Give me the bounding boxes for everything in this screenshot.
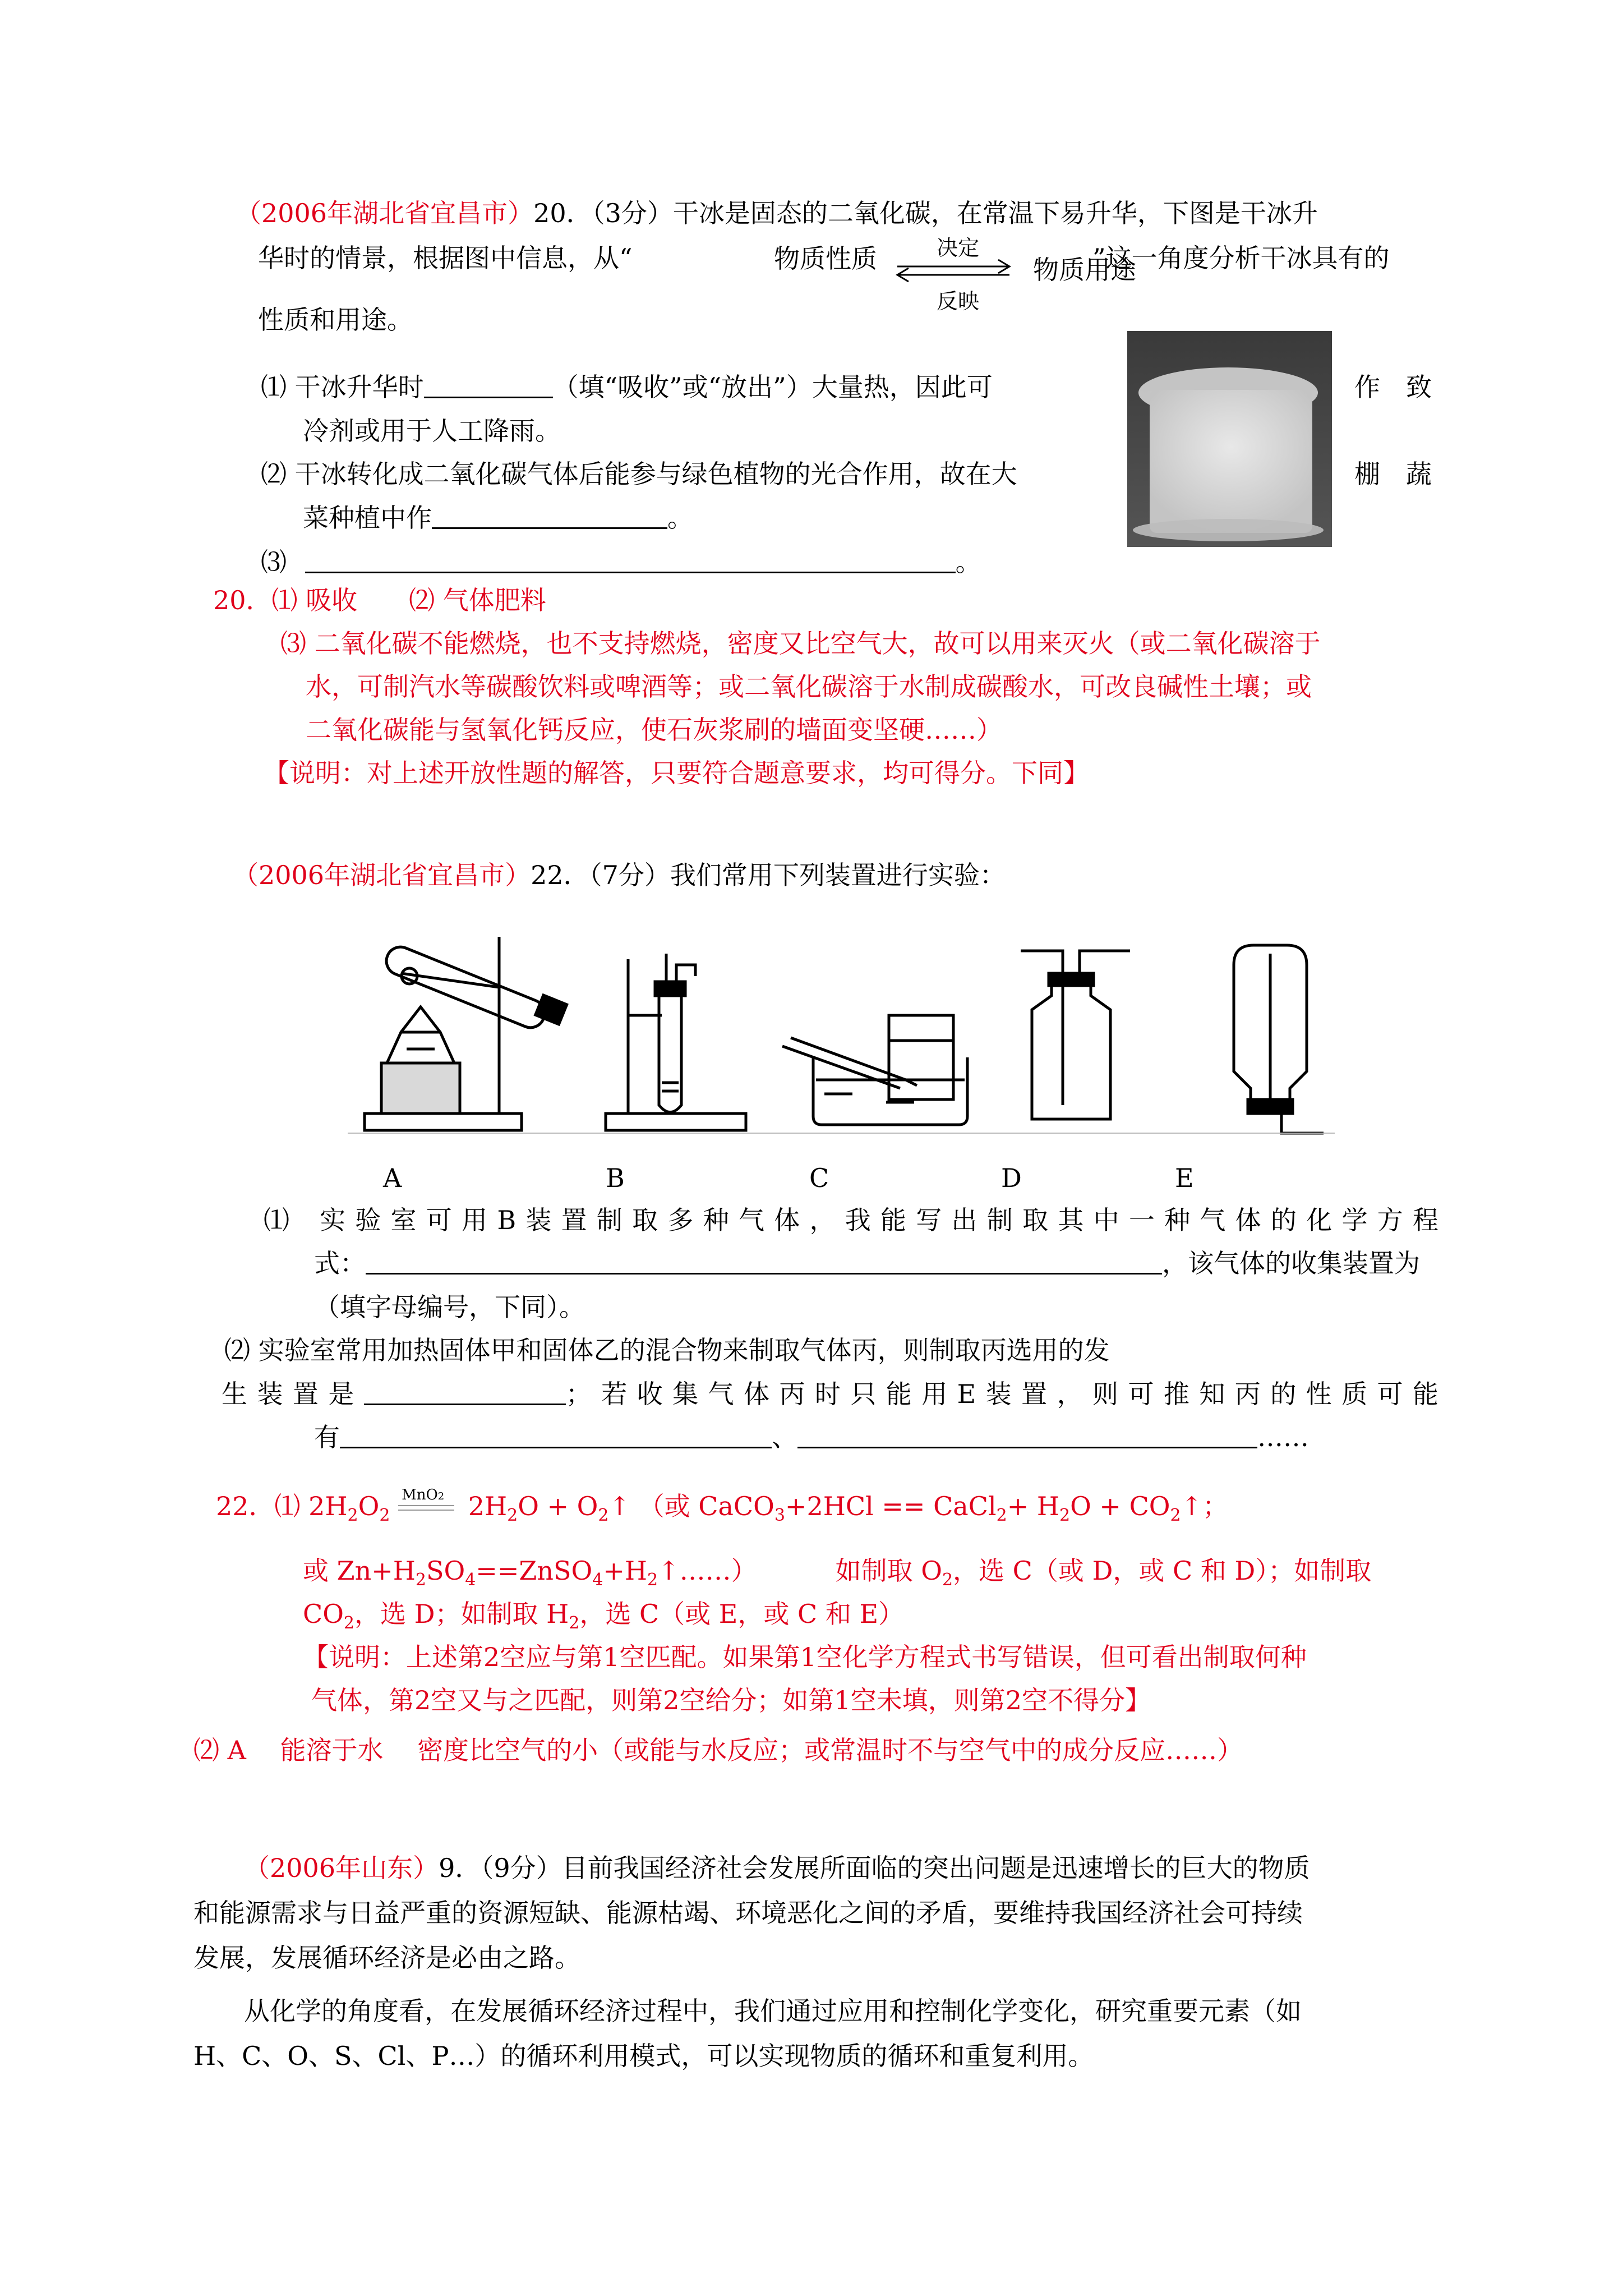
apparatus-a bbox=[365, 937, 567, 1130]
q22-part2-text-b1: 生装置是 bbox=[222, 1379, 364, 1409]
q20-head-text: 20．（3分）干冰是固态的二氧化碳，在常温下易升华，下图是干冰升 bbox=[533, 198, 1318, 228]
q22-heading-line bbox=[233, 858, 1006, 892]
q20-item1-line1 bbox=[261, 370, 993, 404]
apparatus-figure bbox=[348, 920, 1335, 1161]
a22-zn-text: 或 Zn+H bbox=[303, 1556, 416, 1586]
q20-item3-end: 。 bbox=[955, 547, 981, 577]
q20-item1-line2: 冷剂或用于人工降雨。 bbox=[303, 416, 561, 446]
a22-alt-text: （或 CaCO bbox=[638, 1491, 774, 1521]
a22-number: 22．⑴ bbox=[216, 1491, 309, 1521]
q22-property-blank-1[interactable] bbox=[340, 1424, 772, 1448]
a22-note-line1: 【说明：上述第2空应与第1空匹配。如果第1空化学方程式书写错误，但可看出制取何种 bbox=[303, 1642, 1307, 1672]
q22-part1-line3: （填字母编号，下同）。 bbox=[314, 1292, 585, 1322]
apparatus-label-a: A bbox=[383, 1163, 402, 1193]
q20-item2-text-a: 干冰转化成二氧化碳气体后能参与绿色植物的光合作用，故在大 bbox=[294, 459, 1017, 489]
q20-item2-text-d: 菜种植中作 bbox=[303, 503, 432, 533]
apparatus-label-b: B bbox=[606, 1163, 625, 1193]
apparatus-e bbox=[1234, 945, 1324, 1133]
q20-item3-number: ⑶ bbox=[261, 547, 287, 577]
a20-line1: 20．⑴ 吸收 ⑵ 气体肥料 bbox=[213, 585, 546, 615]
q9-head-text: 9．（9分）目前我国经济社会发展所面临的突出问题是迅速增长的巨大的物质 bbox=[439, 1853, 1310, 1883]
q20-heading-line bbox=[236, 196, 1318, 230]
q20-item2-end: 。 bbox=[667, 503, 693, 533]
q9-line3: 发展，发展循环经济是必由之路。 bbox=[193, 1943, 580, 1973]
q20-line2-left: 华时的情景，根据图中信息，从“ bbox=[258, 243, 633, 273]
apparatus-label-e: E bbox=[1175, 1163, 1194, 1193]
q9-source: （2006年山东） bbox=[244, 1853, 439, 1883]
q20-source: （2006年湖北省宜昌市） bbox=[236, 198, 534, 228]
q22-part1-text-c: ，该气体的收集装置为 bbox=[1162, 1248, 1420, 1278]
a22-co2-text: ，选 D；如制取 H bbox=[354, 1599, 569, 1629]
apparatus-d bbox=[1021, 951, 1130, 1119]
q20-item1-number: ⑴ bbox=[261, 372, 287, 402]
q22-property-blank-2[interactable] bbox=[797, 1424, 1257, 1448]
q20-item1-blank[interactable] bbox=[424, 374, 553, 398]
a22-catalyst-label: MnO2 bbox=[402, 1487, 445, 1503]
photo-dry-ice-block bbox=[1150, 390, 1312, 533]
q20-item2-number: ⑵ bbox=[261, 459, 287, 489]
q22-head-text: 22．（7分）我们常用下列装置进行实验： bbox=[531, 860, 1006, 890]
a20-line4: 二氧化碳能与氢氧化钙反应，使石灰浆刷的墙面变坚硬……） bbox=[306, 715, 1002, 745]
q22-part2-text-c2: 、 bbox=[772, 1422, 797, 1452]
a22-line1: 22．⑴ $2H_2O_2$ MnO2 $2H_2O$ + $O_2↑$ （或 CaCO$_3$+2HCl == CaCl$_2$+ $H_2O$ + $CO_2↑$； bbox=[216, 1489, 1228, 1533]
apparatus-c bbox=[782, 1015, 967, 1125]
apparatus-label-d: D bbox=[1001, 1163, 1022, 1193]
diagram-left-label: 物质性质 bbox=[774, 243, 877, 274]
a22-h2-choice: ，选 C（或 E，或 C 和 E） bbox=[579, 1599, 905, 1629]
q9-line5: H、C、O、S、Cl、P…）的循环利用模式，可以实现物质的循环和重复利用。 bbox=[193, 2041, 1094, 2071]
q22-part2-text-c3: …… bbox=[1257, 1422, 1309, 1452]
dry-ice-photo bbox=[1127, 331, 1332, 547]
q20-item2-line1 bbox=[261, 457, 1017, 491]
q20-item1-right: 作 致 bbox=[1354, 372, 1432, 402]
q9-line2: 和能源需求与日益严重的资源短缺、能源枯竭、环境恶化之间的矛盾，要维持我国经济社会可持续 bbox=[193, 1898, 1303, 1928]
a22-o2-choice: ，选 C（或 D，或 C 和 D）；如制取 bbox=[953, 1556, 1372, 1586]
q9-line4: 从化学的角度看，在发展循环经济过程中，我们通过应用和控制化学变化，研究重要元素（如 bbox=[244, 1996, 1302, 2026]
a22-line3: $CO_2$，选 D；如制取 $H_2$，选 C（或 E，或 C 和 E） bbox=[303, 1599, 905, 1633]
diagram-right-label: 物质用途 bbox=[1033, 255, 1136, 285]
a22-line2: 或 $Zn+H_2SO_4==ZnSO_4+H_2↑\dots\dots$） 如制取 $O_2$，选 C（或 D，或 C 和 D）；如制取 bbox=[303, 1556, 1372, 1590]
q22-generator-blank[interactable] bbox=[364, 1381, 566, 1405]
q20-item2-line2 bbox=[303, 501, 693, 535]
q22-part2-line1: ⑵ 实验室常用加热固体甲和固体乙的混合物来制取气体丙，则制取丙选用的发 bbox=[224, 1335, 1110, 1365]
q22-part1-line2 bbox=[314, 1246, 1420, 1280]
q22-part2-text-b2: ；若收集气体丙时只能用E装置，则可推知丙的性质可能 bbox=[565, 1379, 1438, 1409]
q9-heading-line bbox=[244, 1851, 1310, 1885]
diagram-top-label: 决定 bbox=[937, 236, 980, 260]
q22-equation-blank[interactable] bbox=[366, 1250, 1162, 1274]
q22-part1-number: ⑴ bbox=[264, 1205, 289, 1235]
apparatus-b bbox=[606, 954, 746, 1130]
q22-part1-text-b: 式： bbox=[314, 1248, 366, 1278]
diagram-bottom-label: 反映 bbox=[937, 289, 980, 314]
q20-line3: 性质和用途。 bbox=[258, 305, 413, 335]
a20-note: 【说明：对上述开放性题的解答，只要符合题意要求，均可得分。下同】 bbox=[264, 758, 1089, 788]
a22-o2-text: 如制取 O bbox=[835, 1556, 942, 1586]
a22-catalyst-mark bbox=[398, 1487, 460, 1520]
a22-note-line2: 气体，第2空又与之匹配，则第2空给分；如第1空未填，则第2空不得分】 bbox=[311, 1685, 1151, 1715]
a20-line2: ⑶ 二氧化碳不能燃烧，也不支持燃烧，密度又比空气大，故可以用来灭火（或二氧化碳溶于 bbox=[280, 628, 1321, 659]
a22-part2: ⑵ A 能溶于水 密度比空气的小（或能与水反应；或常温时不与空气中的成分反应……） bbox=[193, 1735, 1243, 1765]
q22-part2-line3 bbox=[314, 1420, 1309, 1454]
a20-line3: 水，可制汽水等碳酸饮料或啤酒等；或二氧化碳溶于水制成碳酸水，可改良碱性土壤；或 bbox=[306, 671, 1312, 702]
q20-item1-text-a: 干冰升华时 bbox=[294, 372, 424, 402]
q22-source: （2006年湖北省宜昌市） bbox=[233, 860, 531, 890]
q22-part1-line1: 实验室可用B装置制取多种气体，我能写出制取其中一种气体的化学方程 bbox=[320, 1205, 1438, 1235]
q20-line2-right: ”这一角度分析干冰具有的 bbox=[1092, 243, 1390, 273]
photo-fog-base bbox=[1133, 519, 1324, 541]
q22-part2-line2 bbox=[222, 1377, 1438, 1411]
q20-item2-blank[interactable] bbox=[432, 505, 667, 529]
q22-part2-text-c1: 有 bbox=[314, 1422, 340, 1452]
apparatus-label-c: C bbox=[809, 1163, 829, 1193]
q20-item2-right: 棚 蔬 bbox=[1354, 459, 1432, 489]
q20-item3-line bbox=[261, 545, 981, 579]
q20-item3-blank[interactable] bbox=[305, 549, 956, 573]
q20-item1-text-b: （填“吸收”或“放出”）大量热，因此可 bbox=[552, 372, 993, 402]
